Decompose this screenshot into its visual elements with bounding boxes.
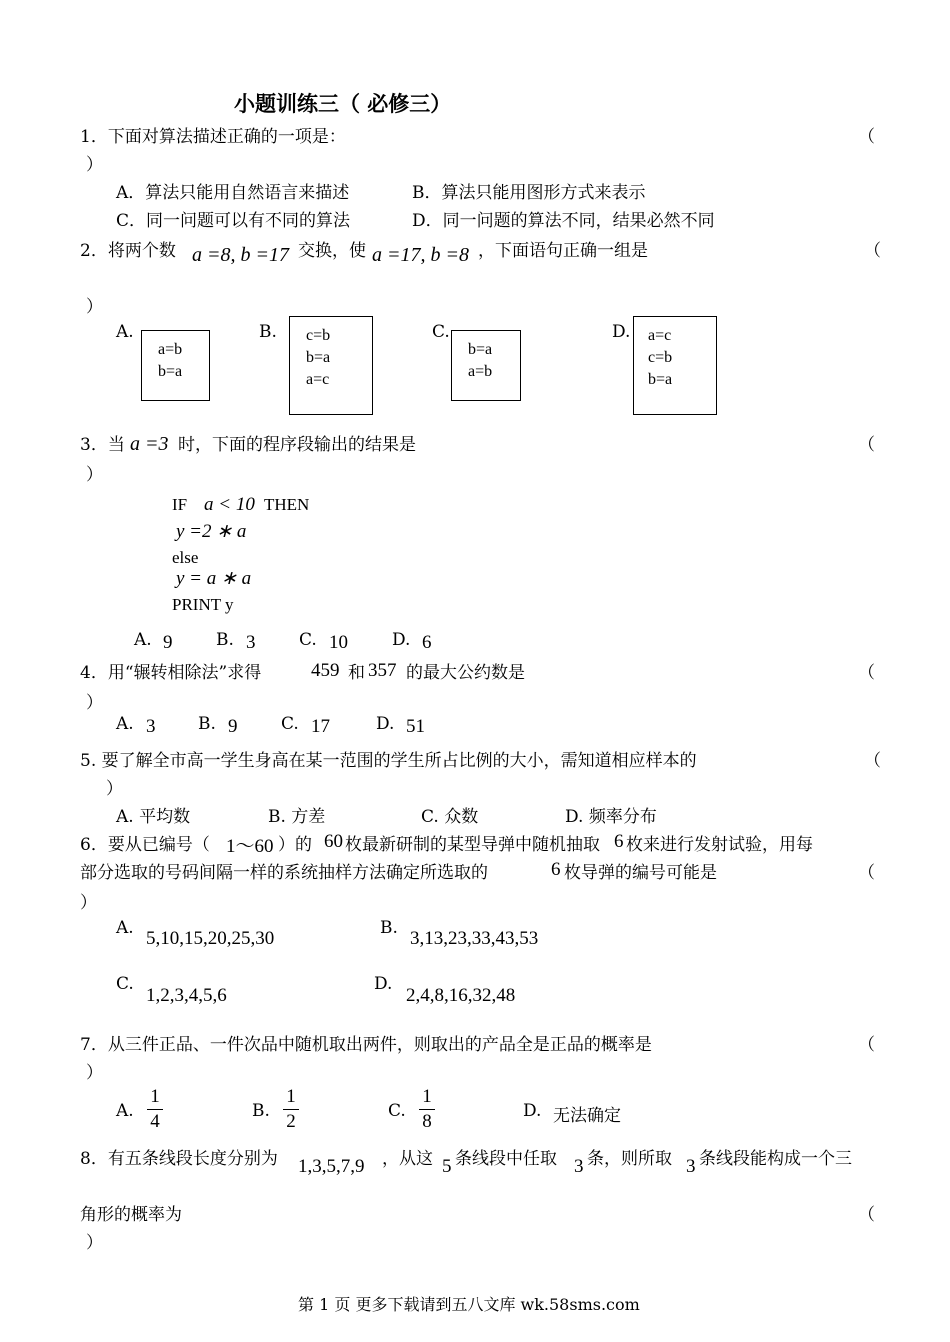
q2-stem-mid: 交换，使 xyxy=(298,241,366,261)
q6-label-d: D. xyxy=(374,974,393,994)
q2-box-d-line: c=b xyxy=(648,349,673,366)
q6-label-c: C. xyxy=(116,974,134,994)
q3-label-b: B. xyxy=(216,630,234,650)
q3-value-d: 6 xyxy=(422,632,432,653)
q2-label-c: C. xyxy=(432,322,450,342)
q2-expr1: a =8, b =17 xyxy=(192,244,289,266)
q7-label-d: D. xyxy=(523,1101,542,1121)
q4-value-a: 3 xyxy=(146,716,156,737)
q5-option-d: D. 频率分布 xyxy=(565,807,657,827)
q3-stem-tail: 时，下面的程序段输出的结果是 xyxy=(178,435,416,455)
q2-paren-open: （ xyxy=(864,241,881,261)
q6-stem-part4: 枚来进行发射试验，用每 xyxy=(626,835,813,855)
q3-value-c: 10 xyxy=(329,632,348,653)
q8-paren-close: ） xyxy=(86,1233,103,1253)
q5-option-b: B. 方差 xyxy=(268,807,326,827)
q2-box-b-line: c=b xyxy=(306,327,331,344)
q4-value-d: 51 xyxy=(406,716,425,737)
q2-label-a: A. xyxy=(116,322,134,342)
q8-stem-part3: 条线段中任取 xyxy=(455,1149,557,1169)
code-assign-1: y =2 ∗ a xyxy=(176,521,247,542)
q7-fraction-b-denominator: 2 xyxy=(286,1111,296,1132)
q3-paren-close: ） xyxy=(86,465,103,485)
q3-label-c: C. xyxy=(299,630,317,650)
q2-box-c-line: a=b xyxy=(468,363,493,380)
q2-box-b-line: a=c xyxy=(306,371,330,388)
q7-label-b: B. xyxy=(252,1101,270,1121)
q2-stem-tail: ，下面语句正确一组是 xyxy=(478,241,648,261)
q2-box-d-line: b=a xyxy=(648,371,673,388)
q7-fraction-a-numerator: 1 xyxy=(150,1086,160,1107)
q7-paren-close: ） xyxy=(86,1063,103,1083)
q2-box-a-line: b=a xyxy=(158,363,183,380)
q2-stem-start: 2．将两个数 xyxy=(80,241,176,261)
q4-label-b: B. xyxy=(198,714,216,734)
code-condition: a < 10 xyxy=(204,494,255,515)
q6-count-60: 60 xyxy=(324,831,343,852)
q8-stem-part2: ，从这 xyxy=(382,1149,433,1169)
q6-line2-start: 部分选取的号码间隔一样的系统抽样方法确定所选取的 xyxy=(80,863,488,883)
q3-stem-start: 3．当 xyxy=(80,435,125,455)
q3-value-b: 3 xyxy=(246,632,256,653)
q6-line2-count: 6 xyxy=(551,859,561,880)
code-assign-2: y = a ∗ a xyxy=(176,568,252,589)
q4-paren-open: （ xyxy=(858,663,875,683)
q7-stem: 7．从三件正品、一件次品中随机取出两件，则取出的产品全是正品的概率是 xyxy=(80,1035,652,1055)
code-if: IF xyxy=(172,495,188,514)
q6-stem-part2: ）的 xyxy=(278,835,312,855)
q4-label-d: D. xyxy=(376,714,395,734)
q7-fraction-c-numerator: 1 xyxy=(422,1086,432,1107)
q6-value-d: 2,4,8,16,32,48 xyxy=(406,985,516,1006)
q6-count-6: 6 xyxy=(614,831,624,852)
q6-value-a: 5,10,15,20,25,30 xyxy=(146,928,275,949)
q8-count-3b: 3 xyxy=(686,1156,696,1177)
code-print: PRINT y xyxy=(172,595,234,614)
q8-stem-part4: 条，则所取 xyxy=(587,1149,672,1169)
q4-and: 和 xyxy=(348,663,365,683)
q2-label-b: B. xyxy=(259,322,277,342)
q4-stem-start: 4．用“辗转相除法”求得 xyxy=(80,663,262,683)
q5-option-c: C. 众数 xyxy=(421,807,479,827)
q2-box-a xyxy=(141,330,210,401)
q7-label-a: A. xyxy=(116,1101,134,1121)
q8-line2: 角形的概率为 xyxy=(80,1205,182,1225)
q4-value-b: 9 xyxy=(228,716,238,737)
q6-stem-part3: 枚最新研制的某型导弹中随机抽取 xyxy=(345,835,600,855)
q2-box-c xyxy=(451,330,521,401)
q4-label-a: A. xyxy=(116,714,134,734)
q5-stem: 5. 要了解全市高一学生身高在某一范围的学生所占比例的大小，需知道相应样本的 xyxy=(80,751,697,771)
q2-box-a-line: a=b xyxy=(158,341,183,358)
q1-option-c: C．同一问题可以有不同的算法 xyxy=(116,211,351,231)
q7-option-d: 无法确定 xyxy=(553,1106,621,1126)
q1-option-d: D．同一问题的算法不同，结果必然不同 xyxy=(412,211,715,231)
q6-range: 1～60 xyxy=(226,836,274,857)
q7-fraction-a-denominator: 4 xyxy=(150,1111,160,1132)
q4-stem-tail: 的最大公约数是 xyxy=(406,663,525,683)
q6-paren-open: （ xyxy=(858,863,875,883)
q8-count-5: 5 xyxy=(442,1156,452,1177)
q3-value-a: 9 xyxy=(163,632,173,653)
q6-stem-part1: 6．要从已编号（ xyxy=(80,835,210,855)
q1-option-a: A．算法只能用自然语言来描述 xyxy=(116,183,350,203)
code-else: else xyxy=(172,548,199,567)
q4-value-c: 17 xyxy=(311,716,330,737)
q7-fraction-a xyxy=(145,1086,165,1133)
q3-label-d: D. xyxy=(392,630,411,650)
q3-label-a: A. xyxy=(134,630,152,650)
q2-paren-close: ） xyxy=(86,297,103,317)
q1-stem: 1．下面对算法描述正确的一项是： xyxy=(80,127,346,147)
q2-box-d xyxy=(633,316,717,415)
q2-box-d-line: a=c xyxy=(648,327,672,344)
q5-option-a: A. 平均数 xyxy=(116,807,191,827)
q4-number-1: 459 xyxy=(311,660,340,681)
q4-paren-close: ） xyxy=(86,693,103,713)
q2-expr2: a =17, b =8 xyxy=(372,244,469,266)
q1-paren-open: （ xyxy=(858,127,875,147)
q3-paren-open: （ xyxy=(858,435,875,455)
q8-stem-part1: 8．有五条线段长度分别为 xyxy=(80,1149,278,1169)
q3-expr: a =3 xyxy=(130,433,169,455)
q1-option-b: B．算法只能用图形方式来表示 xyxy=(412,183,646,203)
q5-paren-open: （ xyxy=(864,751,881,771)
q7-label-c: C. xyxy=(388,1101,406,1121)
page-title: 小题训练三（ 必修三） xyxy=(234,91,452,116)
q8-paren-open: （ xyxy=(858,1205,875,1225)
page-footer: 第 1 页 更多下载请到五八文库 wk.58sms.com xyxy=(298,1295,640,1314)
q2-box-b xyxy=(289,316,373,415)
q7-fraction-c xyxy=(417,1086,437,1133)
q6-label-a: A. xyxy=(116,918,134,938)
q4-label-c: C. xyxy=(281,714,299,734)
q6-value-b: 3,13,23,33,43,53 xyxy=(410,928,539,949)
q1-paren-close: ） xyxy=(86,155,103,175)
q6-line2-end: 枚导弹的编号可能是 xyxy=(564,863,717,883)
q8-length-set: 1,3,5,7,9 xyxy=(298,1156,365,1177)
code-then: THEN xyxy=(264,495,310,514)
q7-fraction-c-denominator: 8 xyxy=(422,1111,432,1132)
q6-paren-close: ） xyxy=(80,893,97,913)
q7-paren-open: （ xyxy=(858,1035,875,1055)
q5-paren-close: ） xyxy=(106,779,123,799)
q2-box-b-line: b=a xyxy=(306,349,331,366)
q2-box-c-line: b=a xyxy=(468,341,493,358)
q8-stem-part5: 条线段能构成一个三 xyxy=(699,1149,852,1169)
q7-fraction-b xyxy=(281,1086,301,1133)
q4-number-2: 357 xyxy=(368,660,397,681)
q8-count-3a: 3 xyxy=(574,1156,584,1177)
q7-fraction-b-numerator: 1 xyxy=(286,1086,296,1107)
q6-label-b: B. xyxy=(380,918,398,938)
q6-value-c: 1,2,3,4,5,6 xyxy=(146,985,227,1006)
q2-label-d: D. xyxy=(612,322,631,342)
